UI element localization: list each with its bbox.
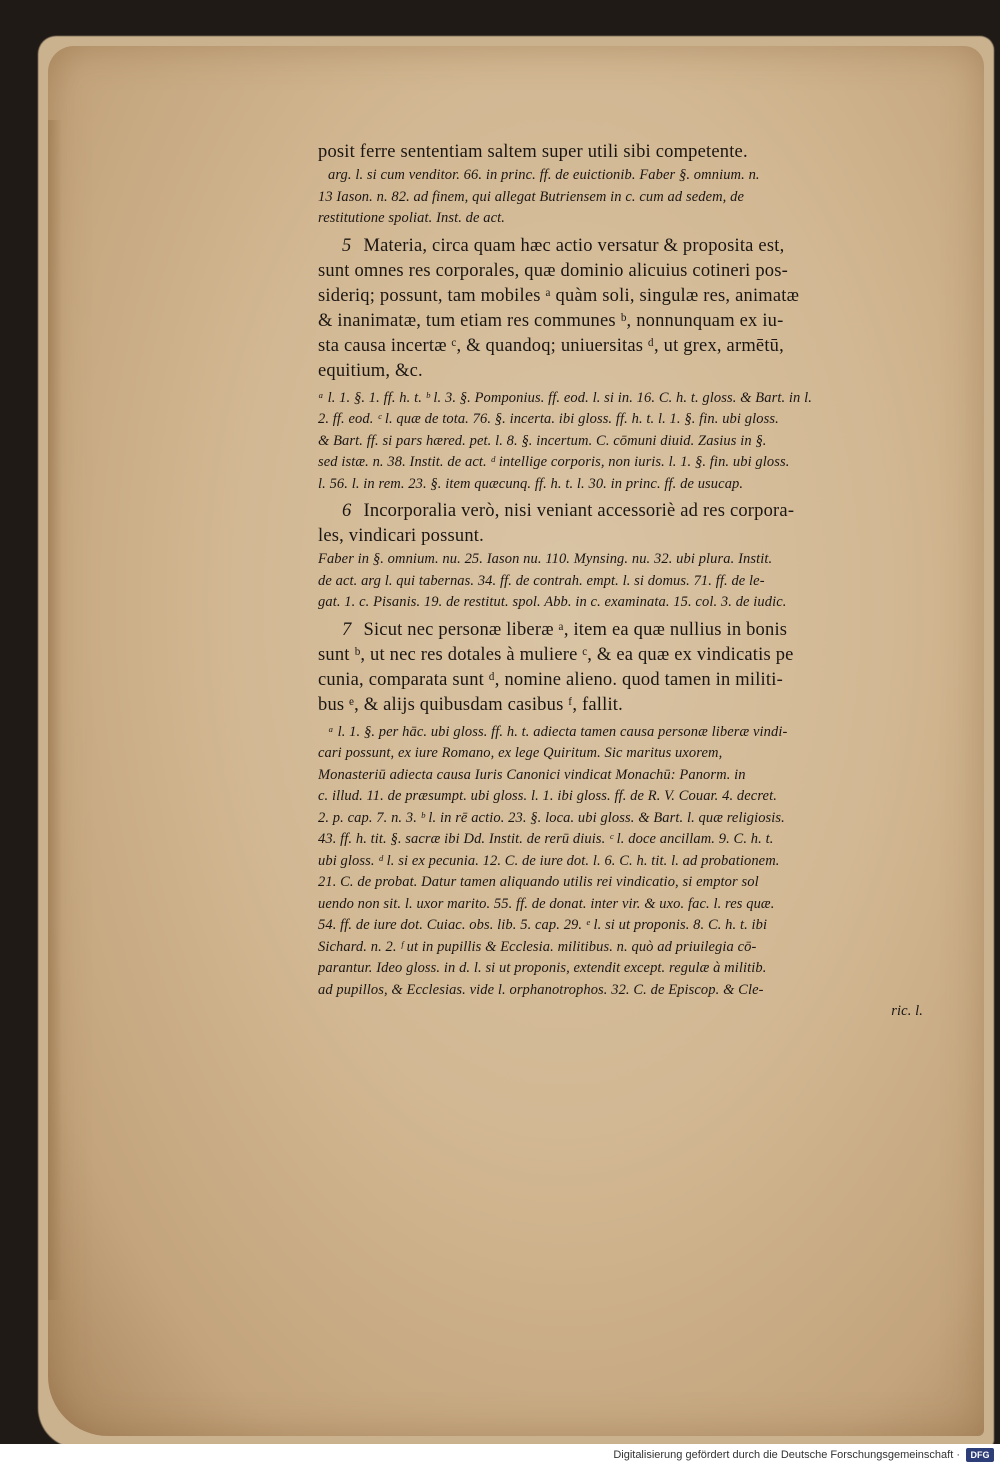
dfg-logo[interactable]: DFG [966,1448,994,1462]
note-line: c. illud. 11. de præsumpt. ubi gloss. l. 1. ibi gloss. ff. de R. V. Couar. 4. decret. [318,788,777,804]
main-text-line: cunia, comparata sunt ᵈ, nomine alieno. quod tamen in militi- [318,669,783,690]
paragraph-7-first-line [318,618,923,643]
funding-notice: Digitalisierung gefördert durch die Deutsche Forschungsgemeinschaft · [613,1449,960,1461]
main-text-line: bus ᵉ, & alijs quibusdam casibus ᶠ, fallit. [318,694,623,715]
note-line: arg. l. si cum venditor. 66. in princ. ff. de euictionib. Faber §. omnium. n. [328,167,760,183]
page-edge [48,120,62,1300]
main-text-line: posit ferre sententiam saltem super utili sibi competente. [318,142,748,162]
page-text-block [318,140,923,1023]
paragraph-number: 6 [342,501,352,521]
catchword: ric. l. [891,1003,923,1019]
main-text-line: equitium, &c. [318,360,423,381]
paragraph-5-first-line [318,234,923,259]
footer-bar [0,1444,1000,1467]
main-text-line: Incorporalia verò, nisi veniant accessoriè ad res corpora- [363,501,795,521]
note-line: uendo non sit. l. uxor marito. 55. ff. de donat. inter vir. & uxo. fac. l. res quæ. [318,895,775,912]
main-text-line: les, vindicari possunt. [318,526,484,546]
main-text-line: Sicut nec personæ liberæ ᵃ, item ea quæ nullius in bonis [363,619,788,640]
note-line: cari possunt, ex iure Romano, ex lege Quiritum. Sic maritus uxorem, [318,745,723,761]
note-line: gat. 1. c. Pisanis. 19. de restitut. spol. Abb. in c. examinata. 15. col. 3. de iudic. [318,594,787,610]
note-line: ᵃ l. 1. §. 1. ff. h. t. ᵇ l. 3. §. Pomponius. ff. eod. l. si in. 16. C. h. t. gloss. & Bart. in l. [318,389,812,406]
note-line: 43. ff. h. tit. §. sacræ ibi Dd. Instit. de rerū diuis. ᶜ l. doce ancillam. 9. C. h. t. [318,831,774,847]
note-line: ad pupillos, & Ecclesias. vide l. orphanotrophos. 32. C. de Episcop. & Cle- [318,981,764,998]
main-text-line: sunt ᵇ, ut nec res dotales à muliere ᶜ, & ea quæ ex vindicatis pe [318,644,794,665]
note-line: 13 Iason. n. 82. ad finem, qui allegat Butriensem in c. cum ad sedem, de [318,188,745,205]
note-line: ᵃ l. 1. §. per hāc. ubi gloss. ff. h. t. adiecta tamen causa personæ liberæ vindi- [328,723,788,740]
note-line: ubi gloss. ᵈ l. si ex pecunia. 12. C. de iure dot. l. 6. C. h. tit. l. ad probationem. [318,852,780,869]
paragraph-6-first-line [318,499,923,524]
note-line: l. 56. l. in rem. 23. §. item quæcunq. ff. h. t. l. 30. in princ. ff. de usucap. [318,475,744,492]
main-text-line: sta causa incertæ ᶜ, & quandoq; uniuersitas ᵈ, ut grex, armētū, [318,335,784,356]
note-line: Monasteriū adiecta causa Iuris Canonici vindicat Monachū: Panorm. in [318,766,746,783]
note-line: sed istæ. n. 38. Instit. de act. ᵈ intellige corporis, non iuris. l. 1. §. fin. ubi gloss. [318,454,790,470]
note-line: 21. C. de probat. Datur tamen aliquando utilis rei vindicatio, si emptor sol [318,874,759,890]
paragraph-number: 7 [342,619,352,640]
note-line: 2. ff. eod. ᶜ l. quæ de tota. 76. §. incerta. ibi gloss. ff. h. t. l. 1. §. fin. ubi gloss. [318,411,779,427]
note-line: de act. arg l. qui tabernas. 34. ff. de contrah. empt. l. si domus. 71. ff. de le- [318,572,765,589]
main-text-line: sunt omnes res corporales, quæ dominio alicuius cotineri pos- [318,260,788,281]
note-line: 2. p. cap. 7. n. 3. ᵇ l. in rē actio. 23. §. loca. ubi gloss. & Bart. l. quæ religiosis. [318,809,785,826]
note-line: 54. ff. de iure dot. Cuiac. obs. lib. 5. cap. 29. ᵉ l. si ut proponis. 8. C. h. t. ibi [318,917,768,933]
paragraph-number: 5 [342,235,352,256]
note-line: & Bart. ff. si pars hæred. pet. l. 8. §. incertum. C. cōmuni diuid. Zasius in §. [318,432,767,449]
main-text-line: Materia, circa quam hæc actio versatur & proposita est, [363,235,785,256]
note-line: Faber in §. omnium. nu. 25. Iason nu. 110. Mynsing. nu. 32. ubi plura. Instit. [318,551,773,567]
note-line: Sichard. n. 2. ᶠ ut in pupillis & Ecclesia. militibus. n. quò ad priuilegia cō- [318,938,757,955]
note-line: parantur. Ideo gloss. in d. l. si ut proponis, extendit except. regulæ à militib. [318,960,767,976]
main-text-line: & inanimatæ, tum etiam res communes ᵇ, nonnunquam ex iu- [318,310,784,331]
main-text-line: sideriq; possunt, tam mobiles ᵃ quàm soli, singulæ res, animatæ [318,285,800,306]
note-line: restitutione spoliat. Inst. de act. [318,210,506,226]
